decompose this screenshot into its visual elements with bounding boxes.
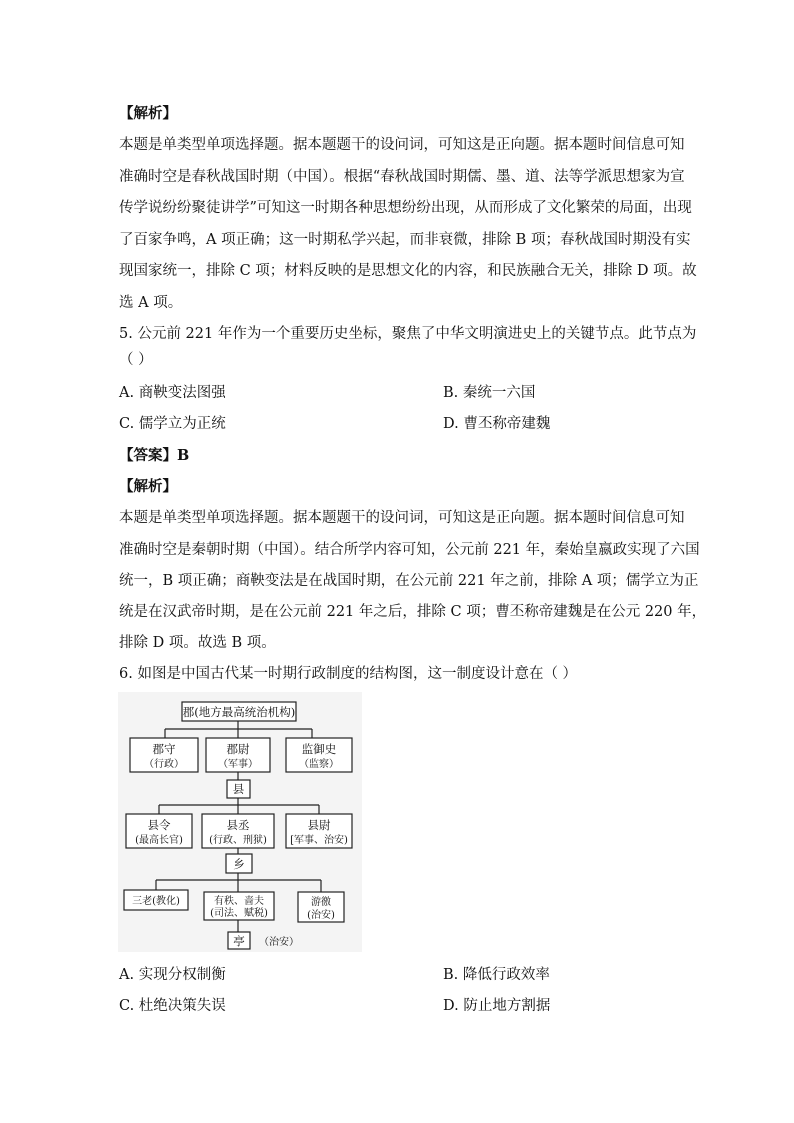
jun-shou-label: 郡守 [152, 742, 176, 756]
jun-wei-label: 郡尉 [226, 742, 250, 756]
xian-cheng-role: (行政、刑狱) [209, 835, 267, 846]
administrative-structure-diagram [118, 692, 362, 952]
jian-yu-shi-role: （监察） [299, 759, 339, 770]
analysis-heading: 【解析】 [119, 105, 177, 122]
analysis-line: 统一，B 项正确；商鞅变法是在战国时期，在公元前 221 年之前，排除 A 项；儒学立为正 [119, 573, 699, 589]
q5-option-c[interactable]: C. 儒学立为正统 [119, 416, 226, 432]
you-zhi-role: (司法、赋税) [210, 908, 268, 919]
analysis-line: 准确时空是秦朝时期（中国）。结合所学内容可知，公元前 221 年，秦始皇嬴政实现了六国 [119, 542, 700, 558]
q6-option-d[interactable]: D. 防止地方割据 [443, 998, 551, 1014]
jian-yu-shi-label: 监御史 [301, 742, 337, 756]
ting-role: （治安） [259, 937, 299, 948]
analysis-line: 本题是单类型单项选择题。据本题题干的设问词，可知这是正向题。据本题时间信息可知 [119, 137, 685, 153]
question-6-stem: 6. 如图是中国古代某一时期行政制度的结构图，这一制度设计意在（ ） [119, 666, 578, 682]
q6-option-c[interactable]: C. 杜绝决策失误 [119, 998, 226, 1014]
xian-ling-label: 县令 [147, 818, 171, 832]
you-zhi-label: 有秩、啬夫 [214, 896, 264, 907]
analysis-line: 本题是单类型单项选择题。据本题题干的设问词，可知这是正向题。据本题时间信息可知 [119, 510, 685, 526]
you-jiao-label: 游徼 [311, 897, 331, 908]
q5-option-d[interactable]: D. 曹丕称帝建魏 [443, 416, 551, 432]
analysis-line: 现国家统一，排除 C 项；材料反映的是思想文化的内容，和民族融合无关，排除 D 项。故 [119, 263, 697, 279]
analysis-line: 统是在汉武帝时期，是在公元前 221 年之后，排除 C 项；曹丕称帝建魏是在公元 220 年， [119, 604, 707, 620]
analysis-line: 选 A 项。 [119, 295, 183, 311]
analysis-line: 排除 D 项。故选 B 项。 [119, 635, 276, 651]
xian-ling-role: (最高长官) [135, 835, 183, 846]
township-label: 乡 [233, 857, 245, 871]
question-5-blank: （ ） [119, 352, 153, 368]
q5-option-b[interactable]: B. 秦统一六国 [443, 385, 536, 401]
analysis-line: 传学说纷纷聚徒讲学”可知这一时期各种思想纷纷出现，从而形成了文化繁荣的局面，出现 [119, 200, 692, 216]
q5-option-a[interactable]: A. 商鞅变法图强 [119, 385, 226, 401]
san-lao-label: 三老(教化) [132, 896, 180, 907]
xian-wei-label: 县尉 [307, 818, 331, 832]
xian-cheng-label: 县丞 [226, 818, 250, 832]
q5-analysis-heading: 【解析】 [119, 478, 177, 495]
county-label: 县 [232, 782, 245, 796]
q5-answer: 【答案】B [119, 447, 190, 464]
you-jiao-role: (治安) [307, 910, 335, 921]
commandery-label: 郡(地方最高统治机构) [182, 705, 296, 719]
question-5-stem: 5. 公元前 221 年作为一个重要历史坐标，聚焦了中华文明演进史上的关键节点。此节点为 [119, 326, 697, 342]
xian-wei-role: [军事、治安) [290, 835, 348, 846]
q6-option-b[interactable]: B. 降低行政效率 [443, 967, 550, 983]
analysis-line: 准确时空是春秋战国时期（中国）。根据“春秋战国时期儒、墨、道、法等学派思想家为宣 [119, 169, 685, 185]
jun-shou-role: （行政） [144, 759, 184, 770]
analysis-line: 了百家争鸣，A 项正确；这一时期私学兴起，而非衰微，排除 B 项；春秋战国时期没有实 [119, 232, 691, 248]
ting-label: 亭 [233, 934, 245, 948]
jun-wei-role: （军事） [218, 759, 258, 770]
q6-option-a[interactable]: A. 实现分权制衡 [119, 967, 226, 983]
